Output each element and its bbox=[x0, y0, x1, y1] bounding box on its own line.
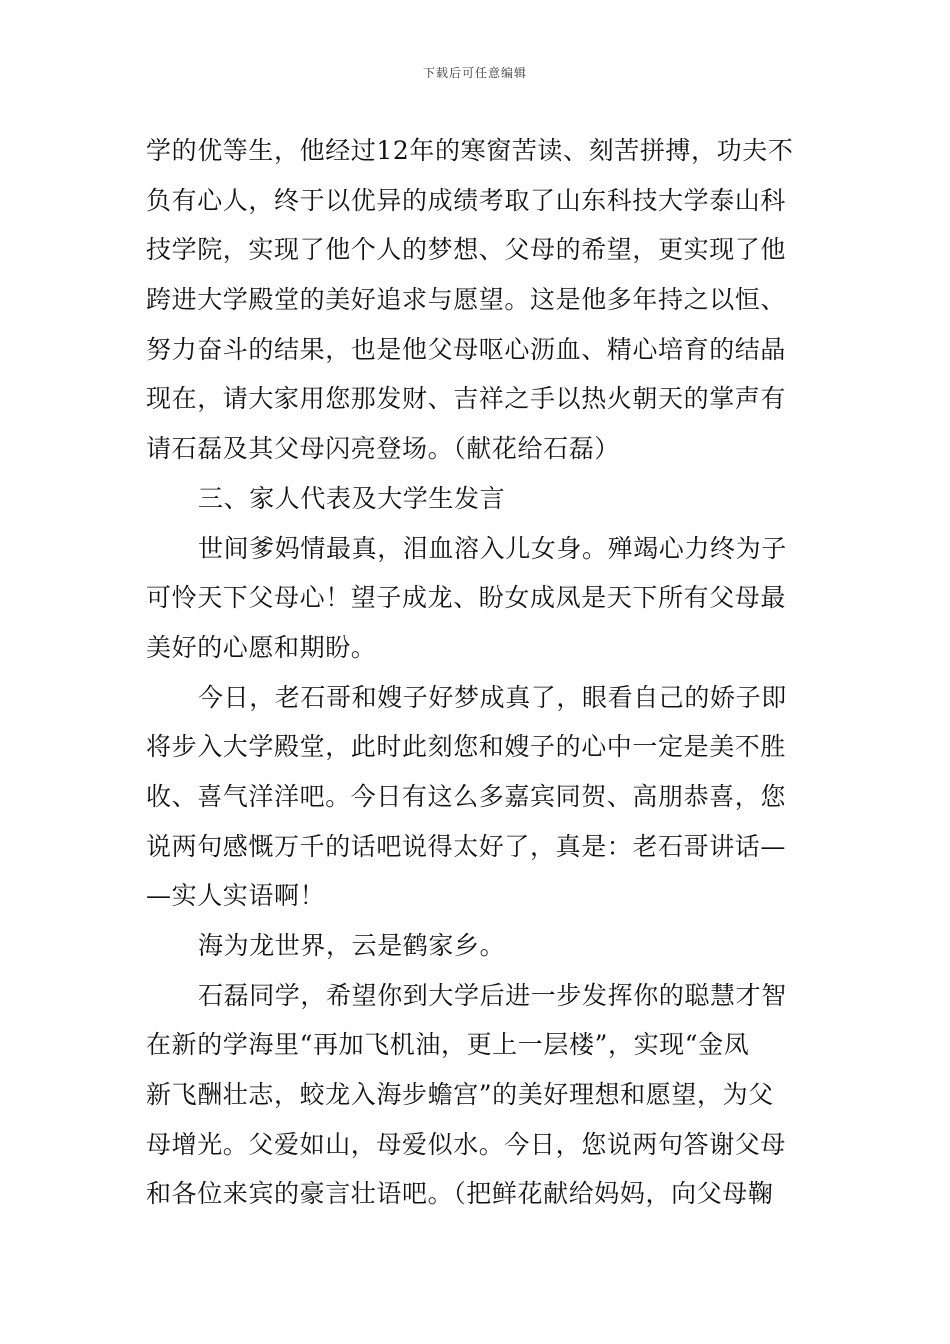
section-heading: 三、家人代表及大学生发言 bbox=[198, 483, 506, 513]
text-line: 母增光。父爱如山，母爱似水。今日，您说两句答谢父母 bbox=[146, 1129, 787, 1159]
text-line: 可怜天下父母心！望子成龙、盼女成凤是天下所有父母最 bbox=[146, 583, 787, 613]
text-line: —实人实语啊！ bbox=[146, 881, 326, 911]
text-line: 收、喜气洋洋吧。今日有这么多嘉宾同贺、高朋恭喜，您 bbox=[146, 781, 787, 811]
page-header-note: 下载后可任意编辑 bbox=[422, 66, 527, 80]
text-line: 美好的心愿和期盼。 bbox=[146, 632, 377, 662]
text-line: 将步入大学殿堂，此时此刻您和嫂子的心中一定是美不胜 bbox=[146, 732, 787, 762]
text-line: 学的优等生，他经过12年的寒窗苦读、刻苦拼搏，功夫不 bbox=[146, 136, 794, 165]
text-line: 世间爹妈情最真，泪血溶入儿女身。殚竭心力终为子 bbox=[198, 533, 787, 563]
text-line: 负有心人，终于以优异的成绩考取了山东科技大学泰山科 bbox=[146, 185, 787, 215]
text-line: 现在，请大家用您那发财、吉祥之手以热火朝天的掌声有 bbox=[146, 384, 787, 414]
text-line: 技学院，实现了他个人的梦想、父母的希望，更实现了他 bbox=[146, 235, 787, 265]
text-line: 说两句感慨万千的话吧说得太好了，真是：老石哥讲话— bbox=[146, 831, 787, 861]
text-line: 海为龙世界，云是鹤家乡。 bbox=[198, 931, 506, 960]
document-body bbox=[146, 126, 806, 1219]
text-line: 请石磊及其父母闪亮登场。（献花给石磊） bbox=[146, 434, 620, 464]
text-line: 在新的学海里“再加飞机油，更上一层楼”，实现“金凤 bbox=[146, 1030, 750, 1060]
text-line: 跨进大学殿堂的美好追求与愿望。这是他多年持之以恒、 bbox=[146, 285, 787, 315]
text-line: 努力奋斗的结果，也是他父母呕心沥血、精心培育的结晶 bbox=[146, 334, 787, 364]
text-line: 石磊同学，希望你到大学后进一步发挥你的聪慧才智 bbox=[198, 980, 787, 1010]
text-line: 和各位来宾的豪言壮语吧。（把鲜花献给妈妈，向父母鞠 bbox=[146, 1179, 774, 1209]
text-line: 今日，老石哥和嫂子好梦成真了，眼看自己的娇子即 bbox=[198, 682, 787, 712]
text-line: 新飞酬壮志，蛟龙入海步蟾宫”的美好理想和愿望，为父 bbox=[146, 1080, 774, 1110]
